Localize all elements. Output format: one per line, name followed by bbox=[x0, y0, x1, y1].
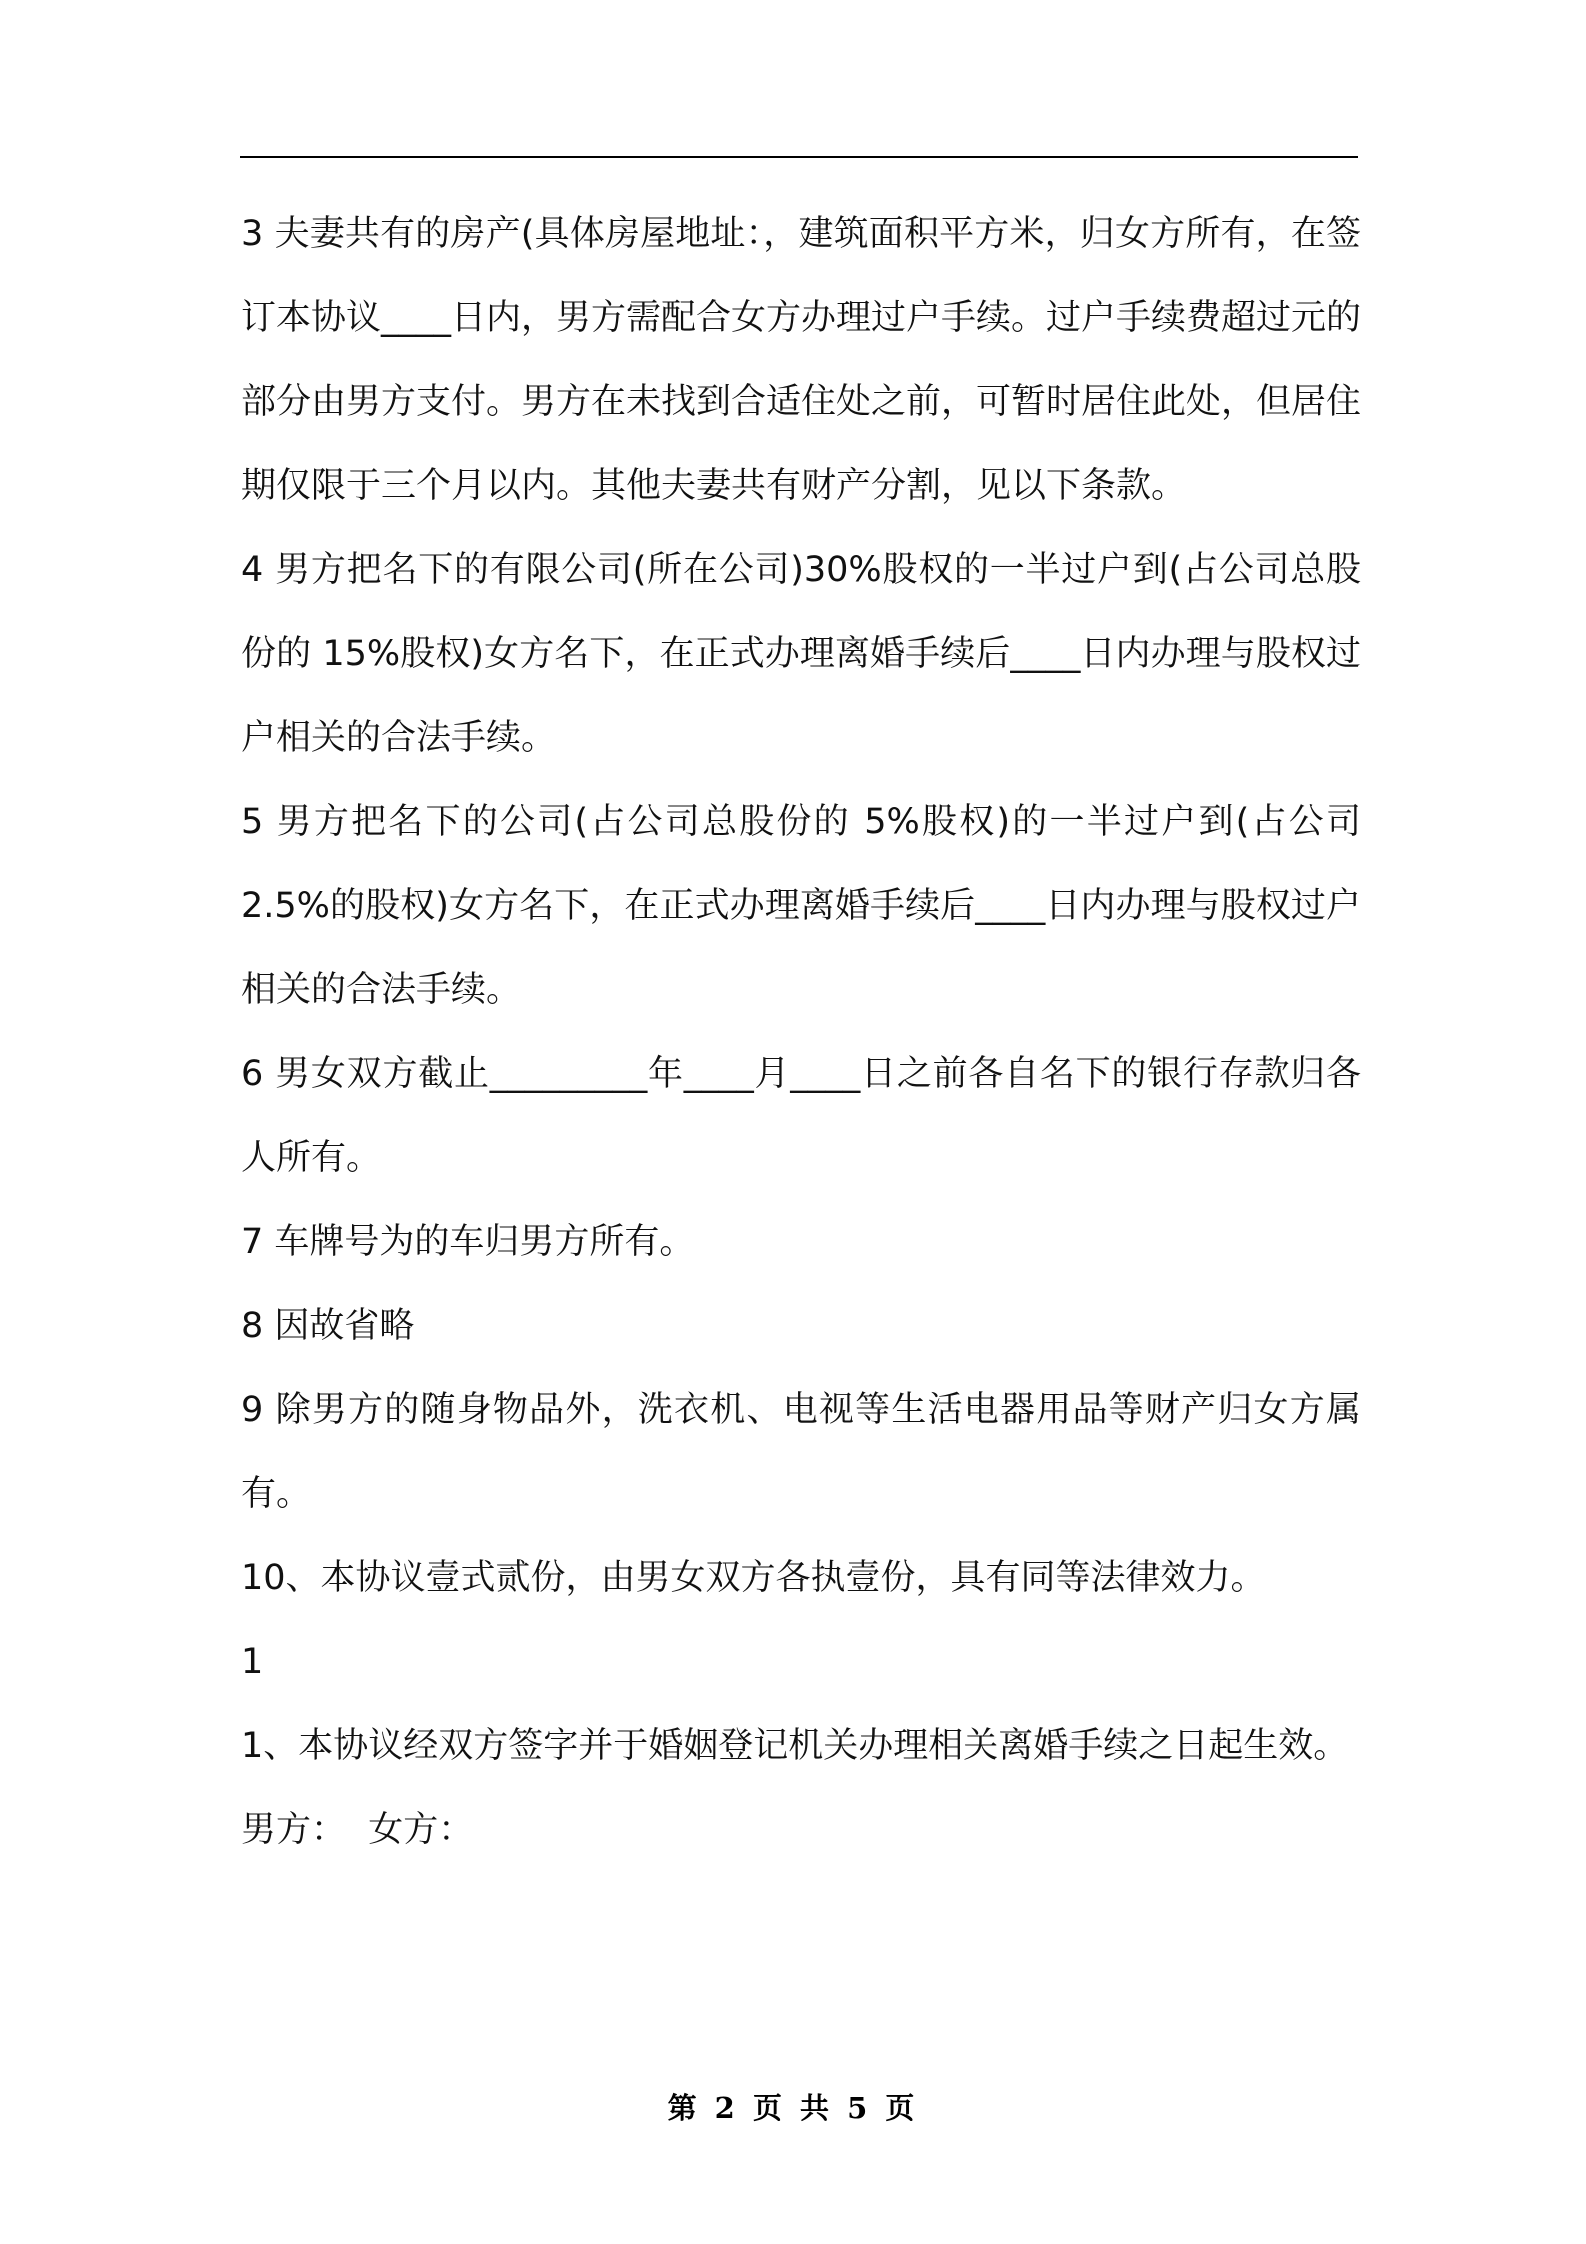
paragraph-clause-6: 6 男女双方截止_________年____月____日之前各自名下的银行存款归各人所有。 bbox=[241, 1054, 1361, 1178]
paragraph-clause-8: 8 因故省略 bbox=[241, 1306, 415, 1346]
paragraph-clause-5: 5 男方把名下的公司(占公司总股份的 5%股权)的一半过户到(占公司2.5%的股权)女方名下，在正式办理离婚手续后____日内办理与股权过户相关的合法手续。 bbox=[241, 802, 1361, 1010]
paragraph-clause-9: 9 除男方的随身物品外，洗衣机、电视等生活电器用品等财产归女方属有。 bbox=[241, 1390, 1361, 1514]
paragraph-clause-3: 3 夫妻共有的房产(具体房屋地址：，建筑面积平方米，归女方所有，在签订本协议____日内，男方需配合女方办理过户手续。过户手续费超过元的部分由男方支付。男方在未找到合适住处之前，可暂时居住此处，但居住期仅限于三个月以内。其他夫妻共有财产分割，见以下条款。 bbox=[241, 214, 1362, 506]
signature-line: 男方： 女方： bbox=[241, 1810, 474, 1850]
page-number-footer: 第 2 页 共 5 页 bbox=[667, 2091, 919, 2125]
paragraph-effective-clause: 1、本协议经双方签字并于婚姻登记机关办理相关离婚手续之日起生效。 bbox=[241, 1726, 1349, 1766]
paragraph-clause-10: 10、本协议壹式贰份，由男女双方各执壹份，具有同等法律效力。 bbox=[241, 1558, 1266, 1598]
section-number: 1 bbox=[241, 1642, 264, 1682]
document-body bbox=[241, 192, 1361, 1872]
paragraph-clause-4: 4 男方把名下的有限公司(所在公司)30%股权的一半过户到(占公司总股份的 15%股权)女方名下，在正式办理离婚手续后____日内办理与股权过户相关的合法手续。 bbox=[241, 550, 1361, 758]
paragraph-clause-7: 7 车牌号为的车归男方所有。 bbox=[241, 1222, 695, 1262]
header-rule bbox=[240, 156, 1358, 158]
